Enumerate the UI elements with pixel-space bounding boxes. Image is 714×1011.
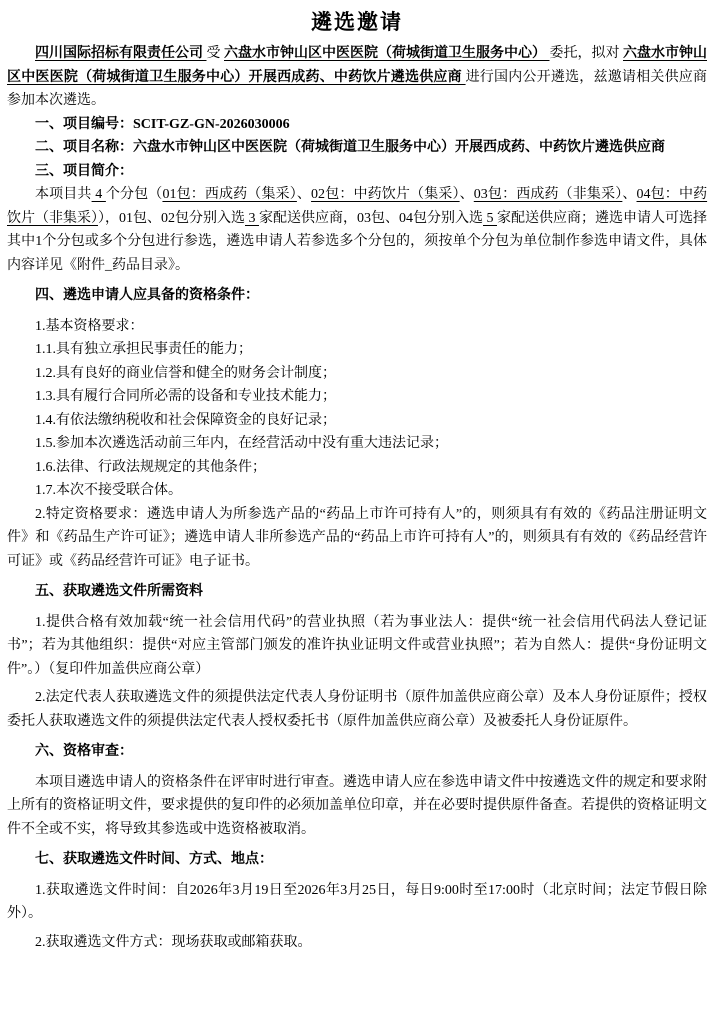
text-run: 1.4.有依法缴纳税收和社会保障资金的良好记录； — [35, 412, 336, 428]
text-run: 七、获取遴选文件时间、方式、地点： — [35, 852, 273, 867]
materials-item-2 — [7, 686, 707, 733]
section-5-materials-heading — [7, 580, 707, 604]
section-2-project-name — [7, 136, 707, 160]
text-run: 1.6.法律、行政法规规定的其他条件； — [35, 459, 266, 475]
underlined-text-run: 3 — [245, 210, 259, 226]
text-run: 、 — [459, 187, 474, 202]
basic-requirements-intro — [7, 315, 707, 339]
section-7-obtain-heading — [7, 848, 707, 872]
section-3-project-summary-heading — [7, 160, 707, 184]
qualification-review-paragraph — [7, 771, 707, 842]
underlined-text-run: 六盘水市钟山区中医医院（荷城街道卫生服务中心）开展西成药、中药饮片遴选供应商 — [7, 46, 707, 85]
underlined-text-run: 4 — [91, 187, 106, 202]
text-run: 2.特定资格要求：遴选申请人为所参选产品的“药品上市许可持有人”的，则须具有有效的《药品注册证明文件》和《药品生产许可证》；遴选申请人非所参选产品的“药品上市许可持有人”的，则须具有有效的《药品经营许可证》或《药品经营许可证》电子证书。 — [7, 506, 707, 569]
text-run: 五、获取遴选文件所需资料 — [35, 584, 203, 599]
text-run: 、 — [622, 187, 637, 202]
requirement-item-1-6 — [7, 456, 707, 480]
requirement-item-1-2 — [7, 362, 707, 386]
text-run: 1.获取遴选文件时间：自2026年3月19日至2026年3月25日，每日9:00时至17:00时（北京时间；法定节假日除外）。 — [7, 882, 707, 921]
document-title: 遴选邀请 — [311, 10, 403, 34]
text-run: 1.提供合格有效加载“统一社会信用代码”的营业执照（若为事业法人：提供“统一社会信用代码法人登记证书”；若为其他组织：提供“对应主管部门颁发的准许执业证明文件或营业执照”；若为自然人：提供“身份证明文件”。）（复印件加盖供应商公章） — [7, 614, 707, 677]
underlined-text-run: 03包：西成药（非集采） — [473, 187, 623, 202]
text-run: 进行国内公开遴选，兹邀请相关供应商参加本次遴选。 — [7, 69, 708, 108]
requirement-item-1-4 — [7, 409, 707, 433]
project-summary-paragraph — [7, 183, 707, 277]
requirement-item-1-7 — [7, 479, 707, 503]
intro-paragraph — [7, 42, 707, 113]
underlined-text-run: 六盘水市钟山区中医医院（荷城街道卫生服务中心） — [224, 46, 550, 61]
requirement-item-1-5 — [7, 432, 707, 456]
text-run: 四、遴选申请人应具备的资格条件： — [35, 288, 259, 303]
text-run: 家配送供应商，03包、04包分别入选 — [259, 210, 483, 226]
text-run: 1.7.本次不接受联合体。 — [35, 483, 182, 498]
document-body — [7, 42, 707, 954]
text-run: 本项目遴选申请人的资格条件在评审时进行审查。遴选申请人应在参选申请文件中按遴选文件的规定和要求附上所有的资格证明文件，要求提供的复印件的必须加盖单位印章，并在必要时提供原件备查。若提供的资格证明文件不全或不实，将导致其参选或中选资格被取消。 — [7, 774, 707, 837]
text-run: 一、项目编号：SCIT-GZ-GN-2026030006 — [35, 116, 290, 132]
obtain-time-paragraph — [7, 879, 707, 926]
underlined-text-run: 5 — [483, 210, 497, 226]
materials-item-1 — [7, 611, 707, 682]
section-1-project-number — [7, 113, 707, 137]
text-run: 家配送供应商；遴选申请人可选择其中1个分包或多个分包进行参选，遴选申请人若参选多个分包的，须按单个分包为单位制作参选申请文件，具体内容详见《附件_药品目录》。 — [7, 210, 707, 273]
requirement-item-1-1 — [7, 338, 707, 362]
text-run: 、 — [296, 187, 312, 202]
underlined-text-run: 四川国际招标有限责任公司 — [35, 46, 207, 61]
text-run: 1.3.具有履行合同所必需的设备和专业技术能力； — [35, 389, 336, 404]
text-run: 二、项目名称：六盘水市钟山区中医医院（荷城街道卫生服务中心）开展西成药、中药饮片遴选供应商 — [35, 140, 665, 155]
underlined-text-run: 01包：西成药（集采） — [162, 187, 297, 202]
text-run: 六、资格审查： — [35, 744, 133, 759]
text-run: 2.获取遴选文件方式：现场获取或邮箱获取。 — [35, 934, 312, 950]
obtain-method-paragraph — [7, 931, 707, 955]
text-run: 受 — [206, 46, 224, 61]
text-run: 三、项目简介： — [35, 163, 133, 179]
section-6-review-heading — [7, 740, 707, 764]
text-run: 1.2.具有良好的商业信誉和健全的财务会计制度； — [35, 365, 336, 381]
section-4-qualification-heading — [7, 284, 707, 308]
text-run: 委托，拟对 — [549, 46, 623, 61]
underlined-text-run: 02包：中药饮片（集采） — [311, 187, 460, 202]
underlined-text-run: 04包：中药饮片（非集采） — [7, 187, 708, 226]
text-run: 本项目共 — [35, 187, 92, 202]
special-requirements-paragraph — [7, 503, 707, 574]
text-run: 1.1.具有独立承担民事责任的能力； — [35, 342, 252, 357]
requirement-item-1-3 — [7, 385, 707, 409]
text-run: 1.基本资格要求： — [35, 318, 144, 334]
text-run: 个分包（ — [105, 187, 163, 202]
text-run: 1.5.参加本次遴选活动前三年内，在经营活动中没有重大违法记录； — [35, 436, 448, 451]
text-run: 2.法定代表人获取遴选文件的须提供法定代表人身份证明书（原件加盖供应商公章）及本人身份证原件；授权委托人获取遴选文件的须提供法定代表人授权委托书（原件加盖供应商公章）及被委托人身份证原件。 — [7, 690, 707, 729]
text-run: ），01包、02包分别入选 — [98, 210, 245, 226]
